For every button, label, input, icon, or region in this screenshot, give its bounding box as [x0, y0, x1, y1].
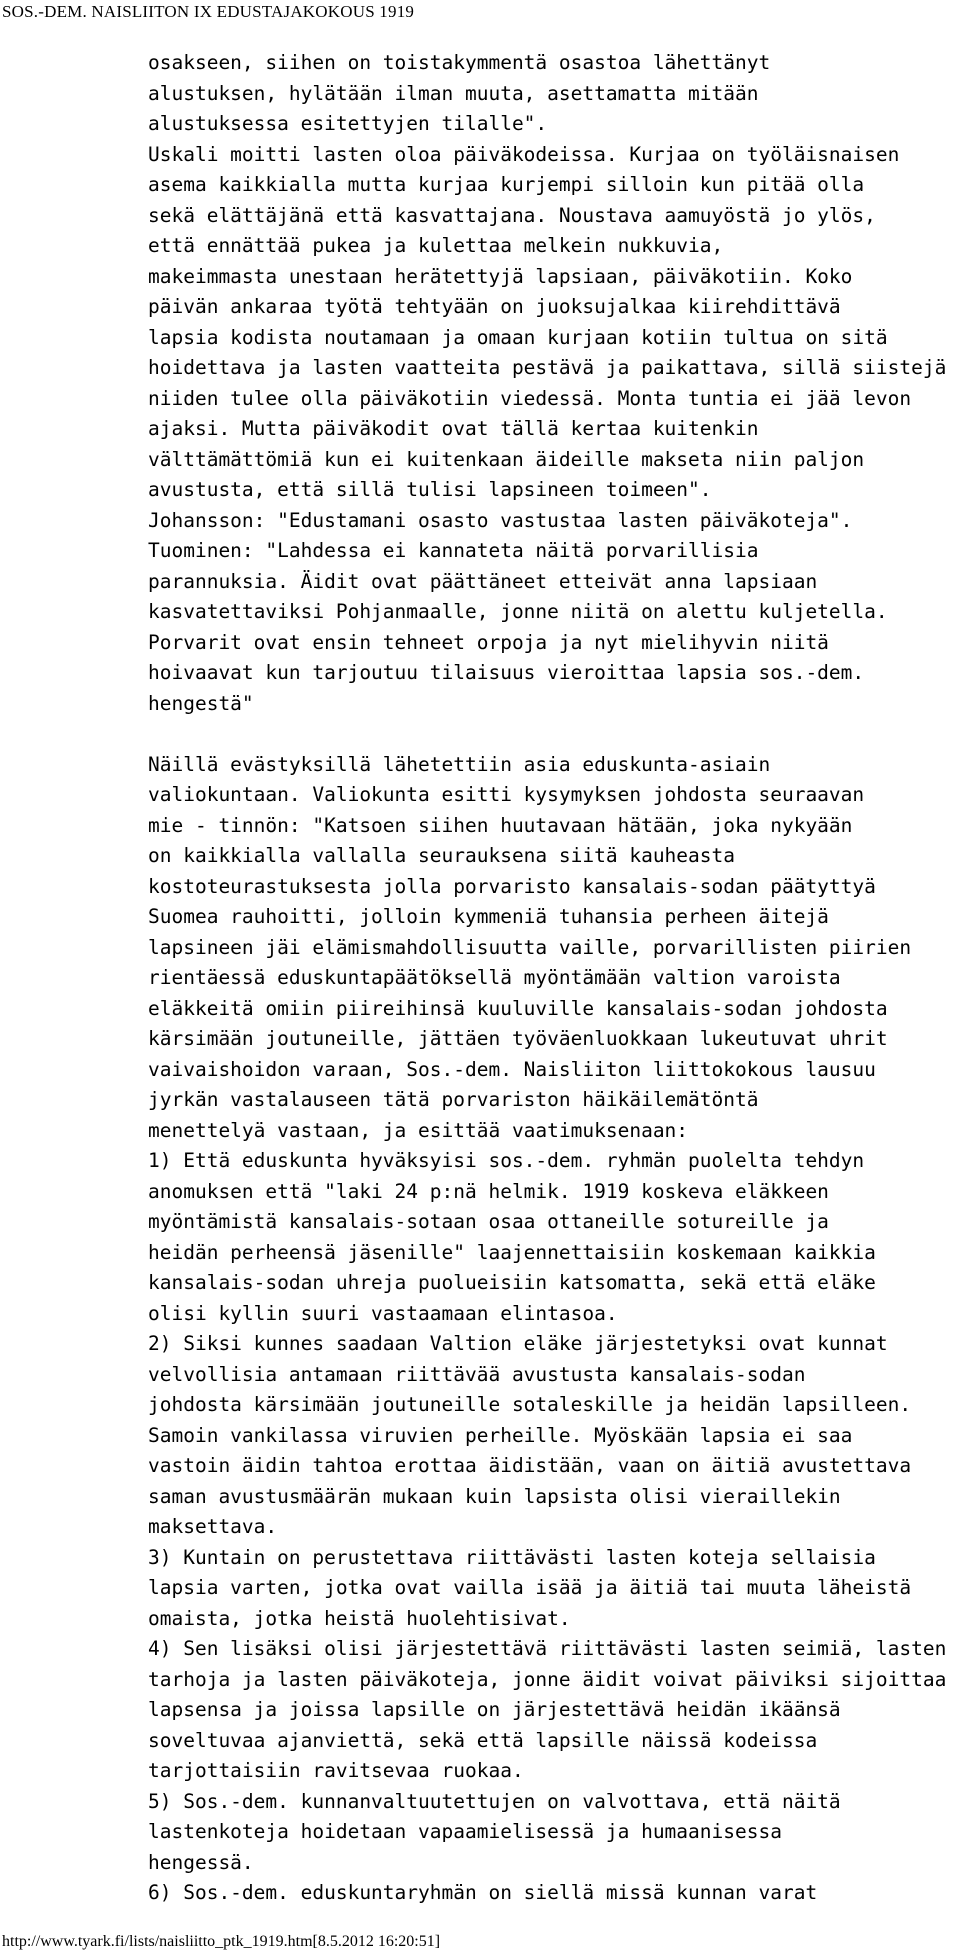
text-line: 6) Sos.-dem. eduskuntaryhmän on siellä missä kunnan varat — [148, 1881, 818, 1904]
text-line: lapsensa ja joissa lapsille on järjestettävä heidän ikäänsä — [148, 1698, 841, 1721]
text-line: rientäessä eduskuntapäätöksellä myöntämään valtion varoista — [148, 966, 841, 989]
text-line: hoidettava ja lasten vaatteita pestävä ja paikattava, sillä siistejä — [148, 356, 947, 379]
text-line: päivän ankaraa työtä tehtyään on juoksujalkaa kiirehdittävä — [148, 295, 841, 318]
text-line: alustuksessa esitettyjen tilalle". — [148, 112, 548, 135]
text-line: avustusta, että sillä tulisi lapsineen toimeen". — [148, 478, 712, 501]
text-line: lapsia varten, jotka ovat vailla isää ja äitiä tai muuta läheistä — [148, 1576, 912, 1599]
text-line: Tuominen: "Lahdessa ei kannateta näitä porvarillisia — [148, 539, 759, 562]
text-line: lapsia kodista noutamaan ja omaan kurjaan kotiin tultua on sitä — [148, 325, 888, 349]
text-line: menettelyä vastaan, ja esittää vaatimuksenaan: — [148, 1118, 689, 1142]
text-line: eläkkeitä omiin piireihinsä kuuluville kansalais-sodan johdosta — [148, 996, 888, 1020]
text-line: Suomea rauhoitti, jolloin kymmeniä tuhansia perheen äitejä — [148, 905, 829, 928]
text-line: kansalais-sodan uhreja puolueisiin katsomatta, sekä että eläke — [148, 1271, 876, 1294]
text-line: olisi kyllin suuri vastaamaan elintasoa. — [148, 1301, 618, 1325]
text-line: hengessä. — [148, 1850, 254, 1874]
page-footer-url: http://www.tyark.fi/lists/naisliitto_ptk_1919.htm[8.5.2012 16:20:51] — [2, 1933, 441, 1950]
text-line: 3) Kuntain on perustettava riittävästi lasten koteja sellaisia — [148, 1545, 876, 1569]
text-line: hengestä" — [148, 691, 254, 715]
text-line: valiokuntaan. Valiokunta esitti kysymyksen johdosta seuraavan — [148, 783, 865, 806]
text-line: 2) Siksi kunnes saadaan Valtion eläke järjestetyksi ovat kunnat — [148, 1332, 888, 1355]
text-line: omaista, jotka heistä huolehtisivat. — [148, 1606, 571, 1630]
text-line: kostoteurastuksesta jolla porvaristo kansalais-sodan päätyttyä — [148, 874, 876, 898]
text-line: lastenkoteja hoidetaan vapaamielisessä ja humaanisessa — [148, 1820, 782, 1843]
text-line: niiden tulee olla päiväkotiin viedessä. Monta tuntia ei jää levon — [148, 386, 912, 410]
text-line: velvollisia antamaan riittävää avustusta kansalais-sodan — [148, 1362, 806, 1386]
text-line: 1) Että eduskunta hyväksyisi sos.-dem. ryhmän puolelta tehdyn — [148, 1149, 865, 1172]
text-line: anomuksen että "laki 24 p:nä helmik. 1919 koskeva eläkkeen — [148, 1179, 829, 1203]
text-line: Uskali moitti lasten oloa päiväkodeissa. Kurjaa on työläisnaisen — [148, 142, 900, 166]
text-line: ajaksi. Mutta päiväkodit ovat tällä kertaa kuitenkin — [148, 417, 759, 440]
text-line: 4) Sen lisäksi olisi järjestettävä riittävästi lasten seimiä, lasten — [148, 1637, 947, 1660]
text-line: kärsimään joutuneille, jättäen työväenluokkaan lukeutuvat uhrit — [148, 1027, 888, 1050]
text-line: Samoin vankilassa viruvien perheille. Myöskään lapsia ei saa — [148, 1423, 853, 1447]
document-body — [148, 48, 948, 1909]
text-line: mie - tinnön: "Katsoen siihen huutavaan hätään, joka nykyään — [148, 813, 853, 837]
text-line: Johansson: "Edustamani osasto vastustaa lasten päiväkoteja". — [148, 508, 853, 532]
text-line: jyrkän vastalauseen tätä porvariston häikäilemätöntä — [148, 1088, 759, 1111]
text-line: sekä elättäjänä että kasvattajana. Noustava aamuyöstä jo ylös, — [148, 203, 876, 227]
text-line: makeimmasta unestaan herätettyjä lapsiaan, päiväkotiin. Koko — [148, 264, 853, 288]
text-line: vastoin äidin tahtoa erottaa äidistään, vaan on äitiä avustettava — [148, 1454, 912, 1477]
text-line: on kaikkialla vallalla seurauksena siitä kauheasta — [148, 844, 735, 867]
text-line: vaivaishoidon varaan, Sos.-dem. Naisliiton liittokokous lausuu — [148, 1057, 876, 1081]
text-line: myöntämistä kansalais-sotaan osaa ottaneille sotureille ja — [148, 1210, 829, 1233]
text-line: Näillä evästyksillä lähetettiin asia eduskunta-asiain — [148, 752, 771, 776]
text-line: saman avustusmäärän mukaan kuin lapsista olisi vieraillekin — [148, 1484, 841, 1508]
text-line: tarjottaisiin ravitsevaa ruokaa. — [148, 1759, 524, 1782]
text-line: hoivaavat kun tarjoutuu tilaisuus vieroittaa lapsia sos.-dem. — [148, 661, 865, 684]
text-line: osakseen, siihen on toistakymmentä osastoa lähettänyt — [148, 51, 771, 74]
blank-line — [148, 719, 948, 750]
text-line: johdosta kärsimään joutuneille sotaleskille ja heidän lapsilleen. — [148, 1393, 912, 1416]
text-line: että ennättää pukea ja kulettaa melkein nukkuvia, — [148, 234, 724, 257]
text-line: välttämättömiä kun ei kuitenkaan äideille makseta niin paljon — [148, 447, 865, 471]
text-line: heidän perheensä jäsenille" laajennettaisiin koskemaan kaikkia — [148, 1240, 876, 1264]
text-line: Porvarit ovat ensin tehneet orpoja ja nyt mielihyvin niitä — [148, 630, 829, 654]
text-line: 5) Sos.-dem. kunnanvaltuutettujen on valvottava, että näitä — [148, 1789, 841, 1813]
page-header: SOS.-DEM. NAISLIITON IX EDUSTAJAKOKOUS 1919 — [2, 2, 415, 21]
text-line: kasvatettaviksi Pohjanmaalle, jonne niitä on alettu kuljetella. — [148, 600, 888, 623]
text-line: alustuksen, hylätään ilman muuta, asettamatta mitään — [148, 81, 759, 105]
text-line: lapsineen jäi elämismahdollisuutta vaille, porvarillisten piirien — [148, 935, 912, 959]
text-line: parannuksia. Äidit ovat päättäneet etteivät anna lapsiaan — [148, 569, 818, 593]
text-line: asema kaikkialla mutta kurjaa kurjempi silloin kun pitää olla — [148, 173, 865, 196]
text-line: tarhoja ja lasten päiväkoteja, jonne äidit voivat päiviksi sijoittaa — [148, 1667, 947, 1691]
text-line: soveltuvaa ajanviettä, sekä että lapsille näissä kodeissa — [148, 1728, 818, 1752]
text-line: maksettava. — [148, 1515, 278, 1538]
